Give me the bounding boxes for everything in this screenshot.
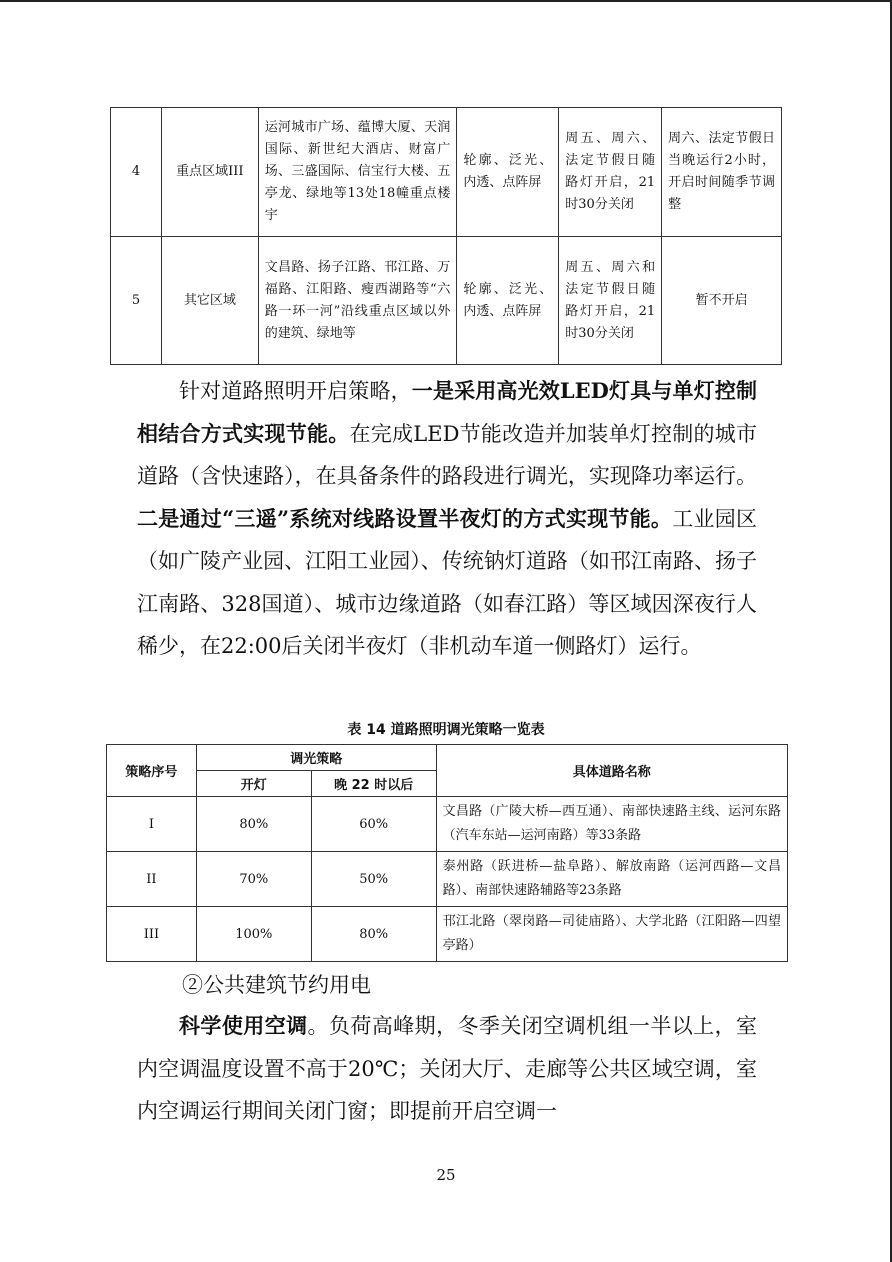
row-index: 5 xyxy=(111,237,162,365)
strategy-on: 80% xyxy=(196,797,311,852)
strategy-seq: III xyxy=(107,907,197,962)
header-on: 开灯 xyxy=(196,771,311,797)
paragraph-emphasis: 一是采用高光效LED灯具与单灯控制相结合方式实现节能。 xyxy=(137,378,758,446)
strategy-seq: I xyxy=(107,797,197,852)
table-row xyxy=(111,237,782,365)
paragraph-text: 。负荷高峰期，冬季关闭空调机组一半以上，室内空调温度设置不高于20℃；关闭大厅、走廊等公共区域空调，室内空调运行期间关闭门窗；即提前开启空调一 xyxy=(137,1014,758,1123)
strategy-roads: 文昌路（广陵大桥—西互通）、南部快速路主线、运河东路（汽车东站—运河南路）等33条路 xyxy=(436,797,787,852)
lighting-area-table xyxy=(110,107,782,365)
lighting-modes: 轮廓、泛光、内透、点阵屏 xyxy=(457,237,559,365)
paragraph-text: 针对道路照明开启策略， xyxy=(179,379,412,403)
lighting-note: 暂不开启 xyxy=(662,237,782,365)
strategy-after22: 50% xyxy=(311,852,436,907)
road-lighting-paragraph xyxy=(137,370,757,668)
header-strategy: 调光策略 xyxy=(196,745,436,771)
dimming-strategy-table xyxy=(106,744,788,962)
strategy-roads: 邗江北路（翠岗路—司徒庙路）、大学北路（江阳路—四望亭路） xyxy=(436,907,787,962)
strategy-on: 100% xyxy=(196,907,311,962)
table-caption: 表 14 道路照明调光策略一览表 xyxy=(347,722,545,738)
strategy-roads: 泰州路（跃进桥—盐阜路）、解放南路（运河西路—文昌路）、南部快速路辅路等23条路 xyxy=(436,852,787,907)
paragraph-emphasis: 科学使用空调 xyxy=(179,1013,308,1038)
public-building-paragraph xyxy=(137,1005,757,1133)
section-heading: ②公共建筑节约用电 xyxy=(182,973,371,997)
strategy-after22: 80% xyxy=(311,907,436,962)
row-index: 4 xyxy=(111,108,162,237)
header-seq: 策略序号 xyxy=(107,745,197,797)
paragraph-text: 工业园区（如广陵产业园、江阳工业园）、传统钠灯道路（如邗江南路、扬子江南路、328国道）、城市边缘道路（如春江路）等区域因深夜行人稀少，在22:00后关闭半夜灯（非机动车道一侧路灯）运行。 xyxy=(137,506,758,658)
page-top-border xyxy=(0,0,892,2)
strategy-on: 70% xyxy=(196,852,311,907)
table-row xyxy=(107,852,788,907)
area-name: 其它区域 xyxy=(161,237,258,365)
lighting-note: 周六、法定节假日当晚运行2小时，开启时间随季节调整 xyxy=(662,108,782,237)
lighting-schedule: 周五、周六、法定节假日随路灯开启，21时30分关闭 xyxy=(559,108,662,237)
table-row xyxy=(107,797,788,852)
strategy-after22: 60% xyxy=(311,797,436,852)
header-roads: 具体道路名称 xyxy=(436,745,787,797)
area-locations: 运河城市广场、蕴博大厦、天润国际、新世纪大酒店、财富广场、三盛国际、信宝行大楼、五亭龙、绿地等13处18幢重点楼宇 xyxy=(258,108,457,237)
page-number: 25 xyxy=(436,1166,456,1184)
table-row xyxy=(111,108,782,237)
lighting-schedule: 周五、周六和法定节假日随路灯开启，21时30分关闭 xyxy=(559,237,662,365)
table-row xyxy=(107,907,788,962)
header-after22: 晚 22 时以后 xyxy=(311,771,436,797)
area-locations: 文昌路、扬子江路、邗江路、万福路、江阳路、瘦西湖路等“六路一环一河”沿线重点区域以外的建筑、绿地等 xyxy=(258,237,457,365)
lighting-modes: 轮廓、泛光、内透、点阵屏 xyxy=(457,108,559,237)
paragraph-emphasis: 二是通过“三遥”系统对线路设置半夜灯的方式实现节能。 xyxy=(137,505,673,531)
paragraph-text: 在完成LED节能改造并加装单灯控制的城市道路（含快速路），在具备条件的路段进行调光，实现降功率运行。 xyxy=(137,421,757,488)
table-header-row xyxy=(107,745,788,771)
strategy-seq: II xyxy=(107,852,197,907)
area-name: 重点区域III xyxy=(161,108,258,237)
